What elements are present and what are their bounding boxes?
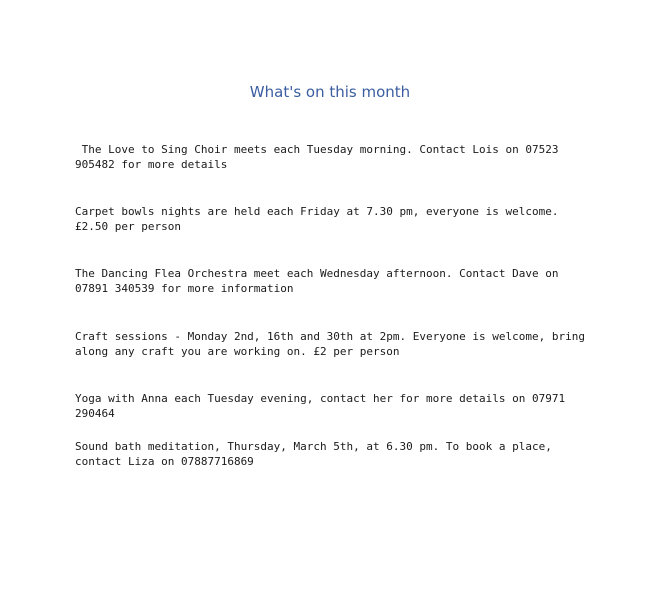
- page-title: What's on this month: [249, 83, 411, 101]
- event-item-orchestra: The Dancing Flea Orchestra meet each Wednesday afternoon. Contact Dave on 07891 340539 for more information: [75, 267, 566, 295]
- event-item-sound-bath: Sound bath meditation, Thursday, March 5th, at 6.30 pm. To book a place, contact Liza on 07887716869: [75, 440, 559, 468]
- event-item-choir: The Love to Sing Choir meets each Tuesday morning. Contact Lois on 07523 905482 for more details: [75, 143, 566, 171]
- event-item-yoga: Yoga with Anna each Tuesday evening, contact her for more details on 07971 290464: [75, 392, 572, 420]
- event-item-carpet-bowls: Carpet bowls nights are held each Friday at 7.30 pm, everyone is welcome. £2.50 per person: [75, 205, 566, 233]
- event-item-craft-sessions: Craft sessions - Monday 2nd, 16th and 30th at 2pm. Everyone is welcome, bring along any craft you are working on. £2 per person: [75, 330, 592, 358]
